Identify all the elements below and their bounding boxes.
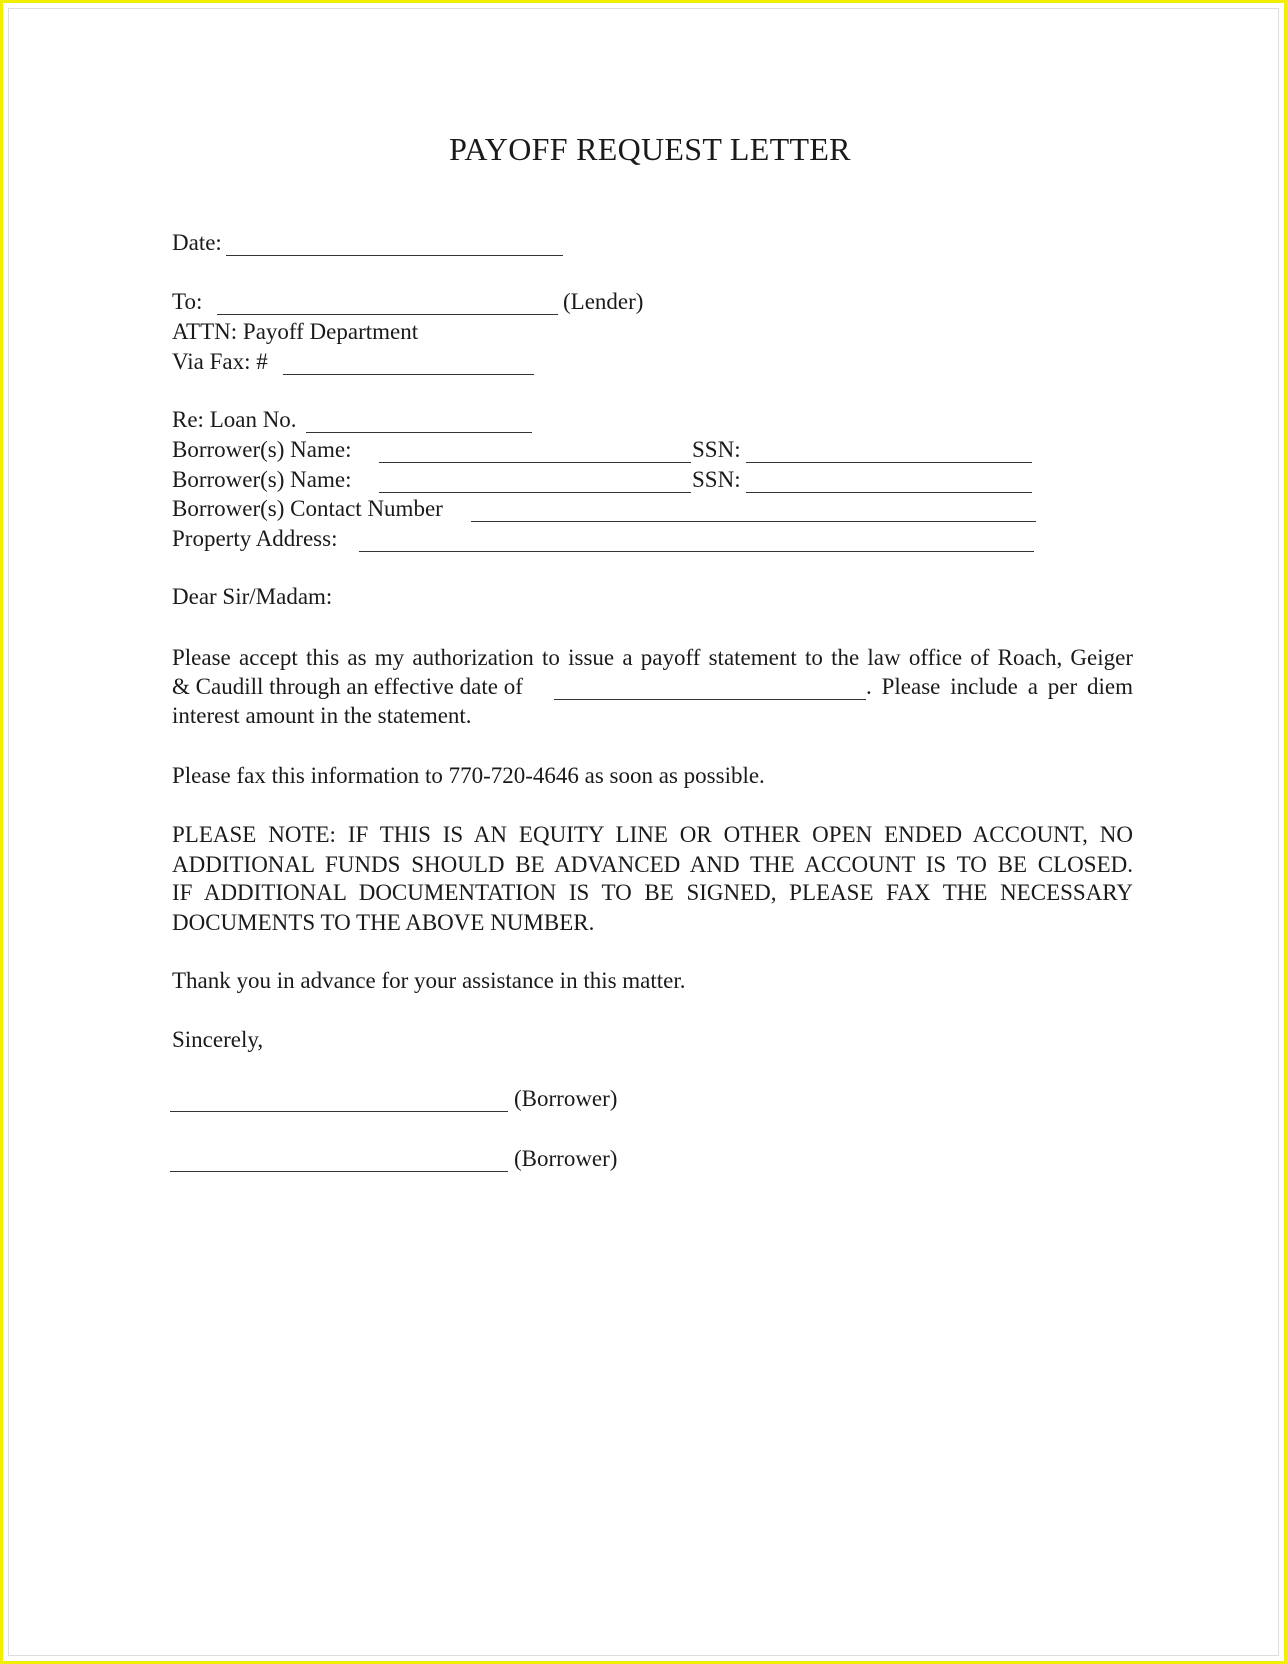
contact-number-field[interactable] — [471, 495, 1036, 522]
borrower-name-label-1: Borrower(s) Name: — [172, 437, 352, 462]
effective-date-field[interactable] — [554, 673, 866, 700]
note-line-3: IF ADDITIONAL DOCUMENTATION IS TO BE SIGNED, PLEASE FAX THE NECESSARY — [172, 880, 1133, 905]
to-label: To: — [172, 289, 203, 314]
note-line-4: DOCUMENTS TO THE ABOVE NUMBER. — [172, 910, 595, 935]
note-line-2: ADDITIONAL FUNDS SHOULD BE ADVANCED AND THE ACCOUNT IS TO BE CLOSED. — [172, 852, 1133, 877]
borrower-signature-field-1[interactable] — [170, 1085, 508, 1112]
borrower-sig-label-2: (Borrower) — [514, 1146, 618, 1171]
borrower-name-label-2: Borrower(s) Name: — [172, 467, 352, 492]
borrower-name-field-1[interactable] — [379, 436, 691, 463]
closing: Sincerely, — [172, 1027, 264, 1052]
date-field[interactable] — [226, 229, 563, 256]
loan-label: Re: Loan No. — [172, 407, 297, 432]
property-label: Property Address: — [172, 526, 338, 551]
note-line-1: PLEASE NOTE: IF THIS IS AN EQUITY LINE OR OTHER OPEN ENDED ACCOUNT, NO — [172, 822, 1133, 847]
para1-line3: interest amount in the statement. — [172, 703, 472, 728]
lender-field[interactable] — [217, 288, 558, 315]
attn-line: ATTN: Payoff Department — [172, 319, 419, 344]
property-address-field[interactable] — [359, 525, 1034, 552]
para1-line1: Please accept this as my authorization to issue a payoff statement to the law office of Roach, Geiger — [172, 645, 1133, 670]
lender-suffix: (Lender) — [563, 289, 644, 314]
fax-instruction: Please fax this information to 770-720-4646 as soon as possible. — [172, 763, 765, 788]
via-fax-label: Via Fax: # — [172, 349, 268, 374]
page-title: PAYOFF REQUEST LETTER — [449, 131, 851, 167]
contact-label: Borrower(s) Contact Number — [172, 496, 443, 521]
para1-line2-end: . Please include a per diem — [866, 674, 1133, 699]
ssn-field-1[interactable] — [746, 436, 1032, 463]
salutation: Dear Sir/Madam: — [172, 584, 333, 609]
borrower-signature-field-2[interactable] — [170, 1145, 508, 1172]
date-row — [172, 229, 222, 257]
para1-line2-start: & Caudill through an effective date of — [172, 674, 523, 699]
date-label: Date: — [172, 230, 222, 255]
fax-number-field[interactable] — [283, 348, 534, 375]
loan-number-field[interactable] — [306, 406, 532, 433]
borrower-name-field-2[interactable] — [379, 466, 691, 493]
ssn-label-2: SSN: — [692, 467, 741, 492]
borrower-sig-label-1: (Borrower) — [514, 1086, 618, 1111]
thanks-line: Thank you in advance for your assistance in this matter. — [172, 968, 686, 993]
ssn-label-1: SSN: — [692, 437, 741, 462]
ssn-field-2[interactable] — [746, 466, 1032, 493]
